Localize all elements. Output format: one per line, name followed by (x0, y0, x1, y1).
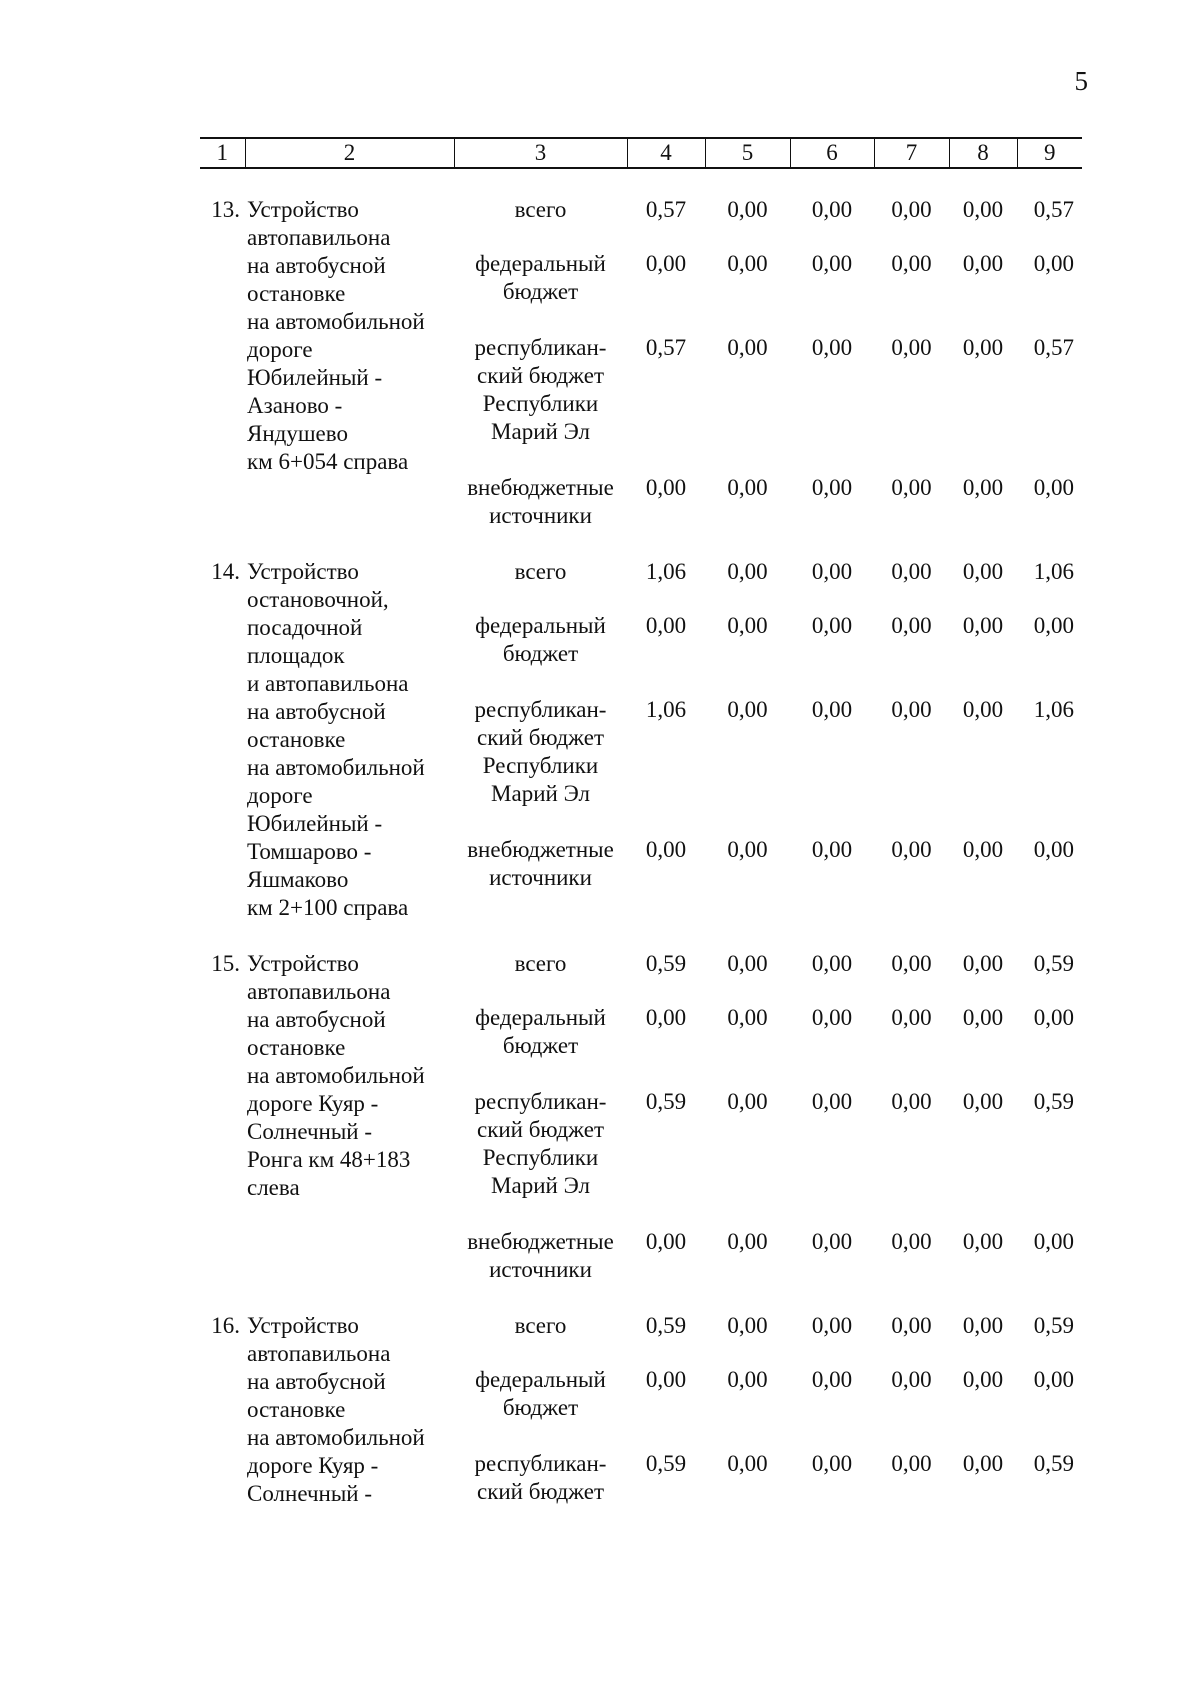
value-col-7: 0,00 (891, 197, 932, 222)
value-col-8: 0,00 (962, 1451, 1004, 1476)
value-col-7: 0,00 (891, 951, 932, 976)
value-col-5: 0,00 (727, 559, 768, 584)
funding-source-row (454, 1088, 1082, 1200)
funding-source-label: внебюджетные источники (467, 475, 614, 528)
table-row (200, 1312, 1082, 1508)
header-col-6: 6 (790, 138, 874, 168)
value-col-9: 0,00 (1033, 613, 1074, 638)
value-col-6: 0,00 (811, 251, 853, 276)
value-col-8: 0,00 (962, 197, 1004, 222)
value-col-5: 0,00 (727, 697, 768, 722)
value-col-4: 0,57 (645, 197, 687, 222)
value-col-5: 0,00 (727, 1313, 768, 1338)
value-col-4: 0,59 (645, 1313, 687, 1338)
funding-sources (454, 950, 1082, 1284)
column-number-header (200, 137, 1082, 169)
value-col-8: 0,00 (962, 1313, 1004, 1338)
value-col-6: 0,00 (811, 559, 853, 584)
funding-source-label: всего (514, 1313, 567, 1338)
funding-source-row (454, 1004, 1082, 1060)
value-col-7: 0,00 (891, 837, 932, 862)
value-col-9: 0,00 (1033, 475, 1074, 500)
value-col-6: 0,00 (811, 1313, 853, 1338)
funding-source-row (454, 696, 1082, 808)
value-col-8: 0,00 (962, 559, 1004, 584)
value-col-5: 0,00 (727, 1229, 768, 1254)
value-col-8: 0,00 (962, 951, 1004, 976)
funding-source-label: республикан- ский бюджет (474, 1451, 607, 1504)
value-col-8: 0,00 (962, 1089, 1004, 1114)
funding-source-label: всего (514, 559, 567, 584)
funding-source-row (454, 1228, 1082, 1284)
value-col-8: 0,00 (962, 251, 1004, 276)
header-col-4: 4 (627, 138, 705, 168)
funding-source-label: республикан- ский бюджет Республики Марий Эл (474, 697, 607, 806)
value-col-6: 0,00 (811, 197, 853, 222)
value-col-7: 0,00 (891, 559, 932, 584)
value-col-9: 0,59 (1033, 1089, 1074, 1114)
funding-source-row (454, 334, 1082, 446)
value-col-9: 0,00 (1033, 1229, 1074, 1254)
value-col-6: 0,00 (811, 697, 853, 722)
funding-source-label: федеральный бюджет (475, 1005, 606, 1058)
header-col-1: 1 (200, 138, 245, 168)
funding-source-label: республикан- ский бюджет Республики Марий Эл (474, 335, 607, 444)
header-col-3: 3 (454, 138, 627, 168)
header-col-9: 9 (1017, 138, 1082, 168)
header-col-7: 7 (874, 138, 949, 168)
value-col-6: 0,00 (811, 837, 853, 862)
value-col-8: 0,00 (962, 1005, 1004, 1030)
value-col-4: 0,00 (645, 1229, 687, 1254)
value-col-4: 0,00 (645, 1005, 687, 1030)
value-col-5: 0,00 (727, 197, 768, 222)
funding-source-label: всего (514, 951, 567, 976)
funding-source-row (454, 950, 1082, 978)
value-col-9: 0,59 (1033, 951, 1074, 976)
item-name: Устройство остановочной, посадочной площадок и автопавильона на автобусной остановке на автомобильной дороге Юбилейный - Томшарово - Яшмаково км 2+100 справа (247, 559, 425, 920)
value-col-4: 0,59 (645, 951, 687, 976)
value-col-7: 0,00 (891, 251, 932, 276)
value-col-5: 0,00 (727, 1451, 768, 1476)
funding-source-row (454, 558, 1082, 586)
item-number: 16. (211, 1313, 240, 1338)
value-col-8: 0,00 (962, 335, 1004, 360)
value-col-9: 1,06 (1033, 697, 1074, 722)
header-col-2: 2 (245, 138, 454, 168)
value-col-7: 0,00 (891, 1313, 932, 1338)
value-col-9: 0,00 (1033, 1005, 1074, 1030)
item-number: 13. (211, 197, 240, 222)
value-col-4: 0,57 (645, 335, 687, 360)
funding-source-row (454, 612, 1082, 668)
value-col-4: 1,06 (645, 559, 687, 584)
value-col-4: 0,00 (645, 837, 687, 862)
value-col-5: 0,00 (727, 335, 768, 360)
funding-sources (454, 1312, 1082, 1508)
value-col-6: 0,00 (811, 335, 853, 360)
value-col-6: 0,00 (811, 613, 853, 638)
header-col-8: 8 (949, 138, 1017, 168)
value-col-6: 0,00 (811, 1451, 853, 1476)
value-col-8: 0,00 (962, 475, 1004, 500)
item-name: Устройство автопавильона на автобусной остановке на автомобильной дороге Юбилейный - Азаново - Яндушево км 6+054 справа (247, 197, 425, 474)
item-name: Устройство автопавильона на автобусной остановке на автомобильной дороге Куяр - Солнечный - Ронга км 48+183 слева (247, 951, 425, 1200)
funding-source-label: внебюджетные источники (467, 837, 614, 890)
table-row (200, 558, 1082, 922)
value-col-5: 0,00 (727, 1367, 768, 1392)
funding-source-row (454, 1450, 1082, 1506)
value-col-4: 0,00 (645, 613, 687, 638)
value-col-8: 0,00 (962, 697, 1004, 722)
value-col-6: 0,00 (811, 1229, 853, 1254)
value-col-9: 1,06 (1033, 559, 1074, 584)
page-number: 5 (1074, 66, 1088, 96)
funding-source-row (454, 250, 1082, 306)
header-col-5: 5 (705, 138, 790, 168)
table-row (200, 196, 1082, 530)
value-col-4: 0,59 (645, 1089, 687, 1114)
value-col-9: 0,59 (1033, 1451, 1074, 1476)
value-col-7: 0,00 (891, 475, 932, 500)
item-number: 14. (211, 559, 240, 584)
funding-source-label: федеральный бюджет (475, 613, 606, 666)
funding-source-label: всего (514, 197, 567, 222)
value-col-5: 0,00 (727, 251, 768, 276)
value-col-6: 0,00 (811, 475, 853, 500)
value-col-5: 0,00 (727, 613, 768, 638)
value-col-6: 0,00 (811, 1367, 853, 1392)
value-col-4: 1,06 (645, 697, 687, 722)
header-row (200, 138, 1082, 168)
value-col-4: 0,59 (645, 1451, 687, 1476)
value-col-6: 0,00 (811, 951, 853, 976)
table-row (200, 950, 1082, 1284)
funding-source-label: республикан- ский бюджет Республики Марий Эл (474, 1089, 607, 1198)
value-col-8: 0,00 (962, 1229, 1004, 1254)
funding-source-row (454, 1366, 1082, 1422)
funding-source-label: внебюджетные источники (467, 1229, 614, 1282)
value-col-5: 0,00 (727, 837, 768, 862)
value-col-7: 0,00 (891, 335, 932, 360)
value-col-8: 0,00 (962, 837, 1004, 862)
funding-source-row (454, 474, 1082, 530)
item-number: 15. (211, 951, 240, 976)
funding-source-row (454, 196, 1082, 224)
value-col-7: 0,00 (891, 697, 932, 722)
funding-source-row (454, 1312, 1082, 1340)
value-col-5: 0,00 (727, 475, 768, 500)
value-col-9: 0,00 (1033, 251, 1074, 276)
value-col-9: 0,57 (1033, 197, 1074, 222)
item-name: Устройство автопавильона на автобусной остановке на автомобильной дороге Куяр - Солнечный - (247, 1313, 425, 1506)
funding-sources (454, 558, 1082, 922)
value-col-5: 0,00 (727, 1005, 768, 1030)
value-col-5: 0,00 (727, 951, 768, 976)
value-col-7: 0,00 (891, 1089, 932, 1114)
funding-source-row (454, 836, 1082, 892)
value-col-9: 0,57 (1033, 335, 1074, 360)
value-col-6: 0,00 (811, 1005, 853, 1030)
value-col-4: 0,00 (645, 1367, 687, 1392)
value-col-8: 0,00 (962, 1367, 1004, 1392)
value-col-5: 0,00 (727, 1089, 768, 1114)
value-col-4: 0,00 (645, 475, 687, 500)
value-col-7: 0,00 (891, 613, 932, 638)
value-col-9: 0,00 (1033, 1367, 1074, 1392)
value-col-7: 0,00 (891, 1451, 932, 1476)
funding-source-label: федеральный бюджет (475, 1367, 606, 1420)
value-col-7: 0,00 (891, 1229, 932, 1254)
value-col-7: 0,00 (891, 1005, 932, 1030)
value-col-6: 0,00 (811, 1089, 853, 1114)
value-col-8: 0,00 (962, 613, 1004, 638)
value-col-4: 0,00 (645, 251, 687, 276)
value-col-9: 0,00 (1033, 837, 1074, 862)
value-col-9: 0,59 (1033, 1313, 1074, 1338)
table-body (200, 196, 1082, 1508)
funding-source-label: федеральный бюджет (475, 251, 606, 304)
value-col-7: 0,00 (891, 1367, 932, 1392)
funding-sources (454, 196, 1082, 530)
